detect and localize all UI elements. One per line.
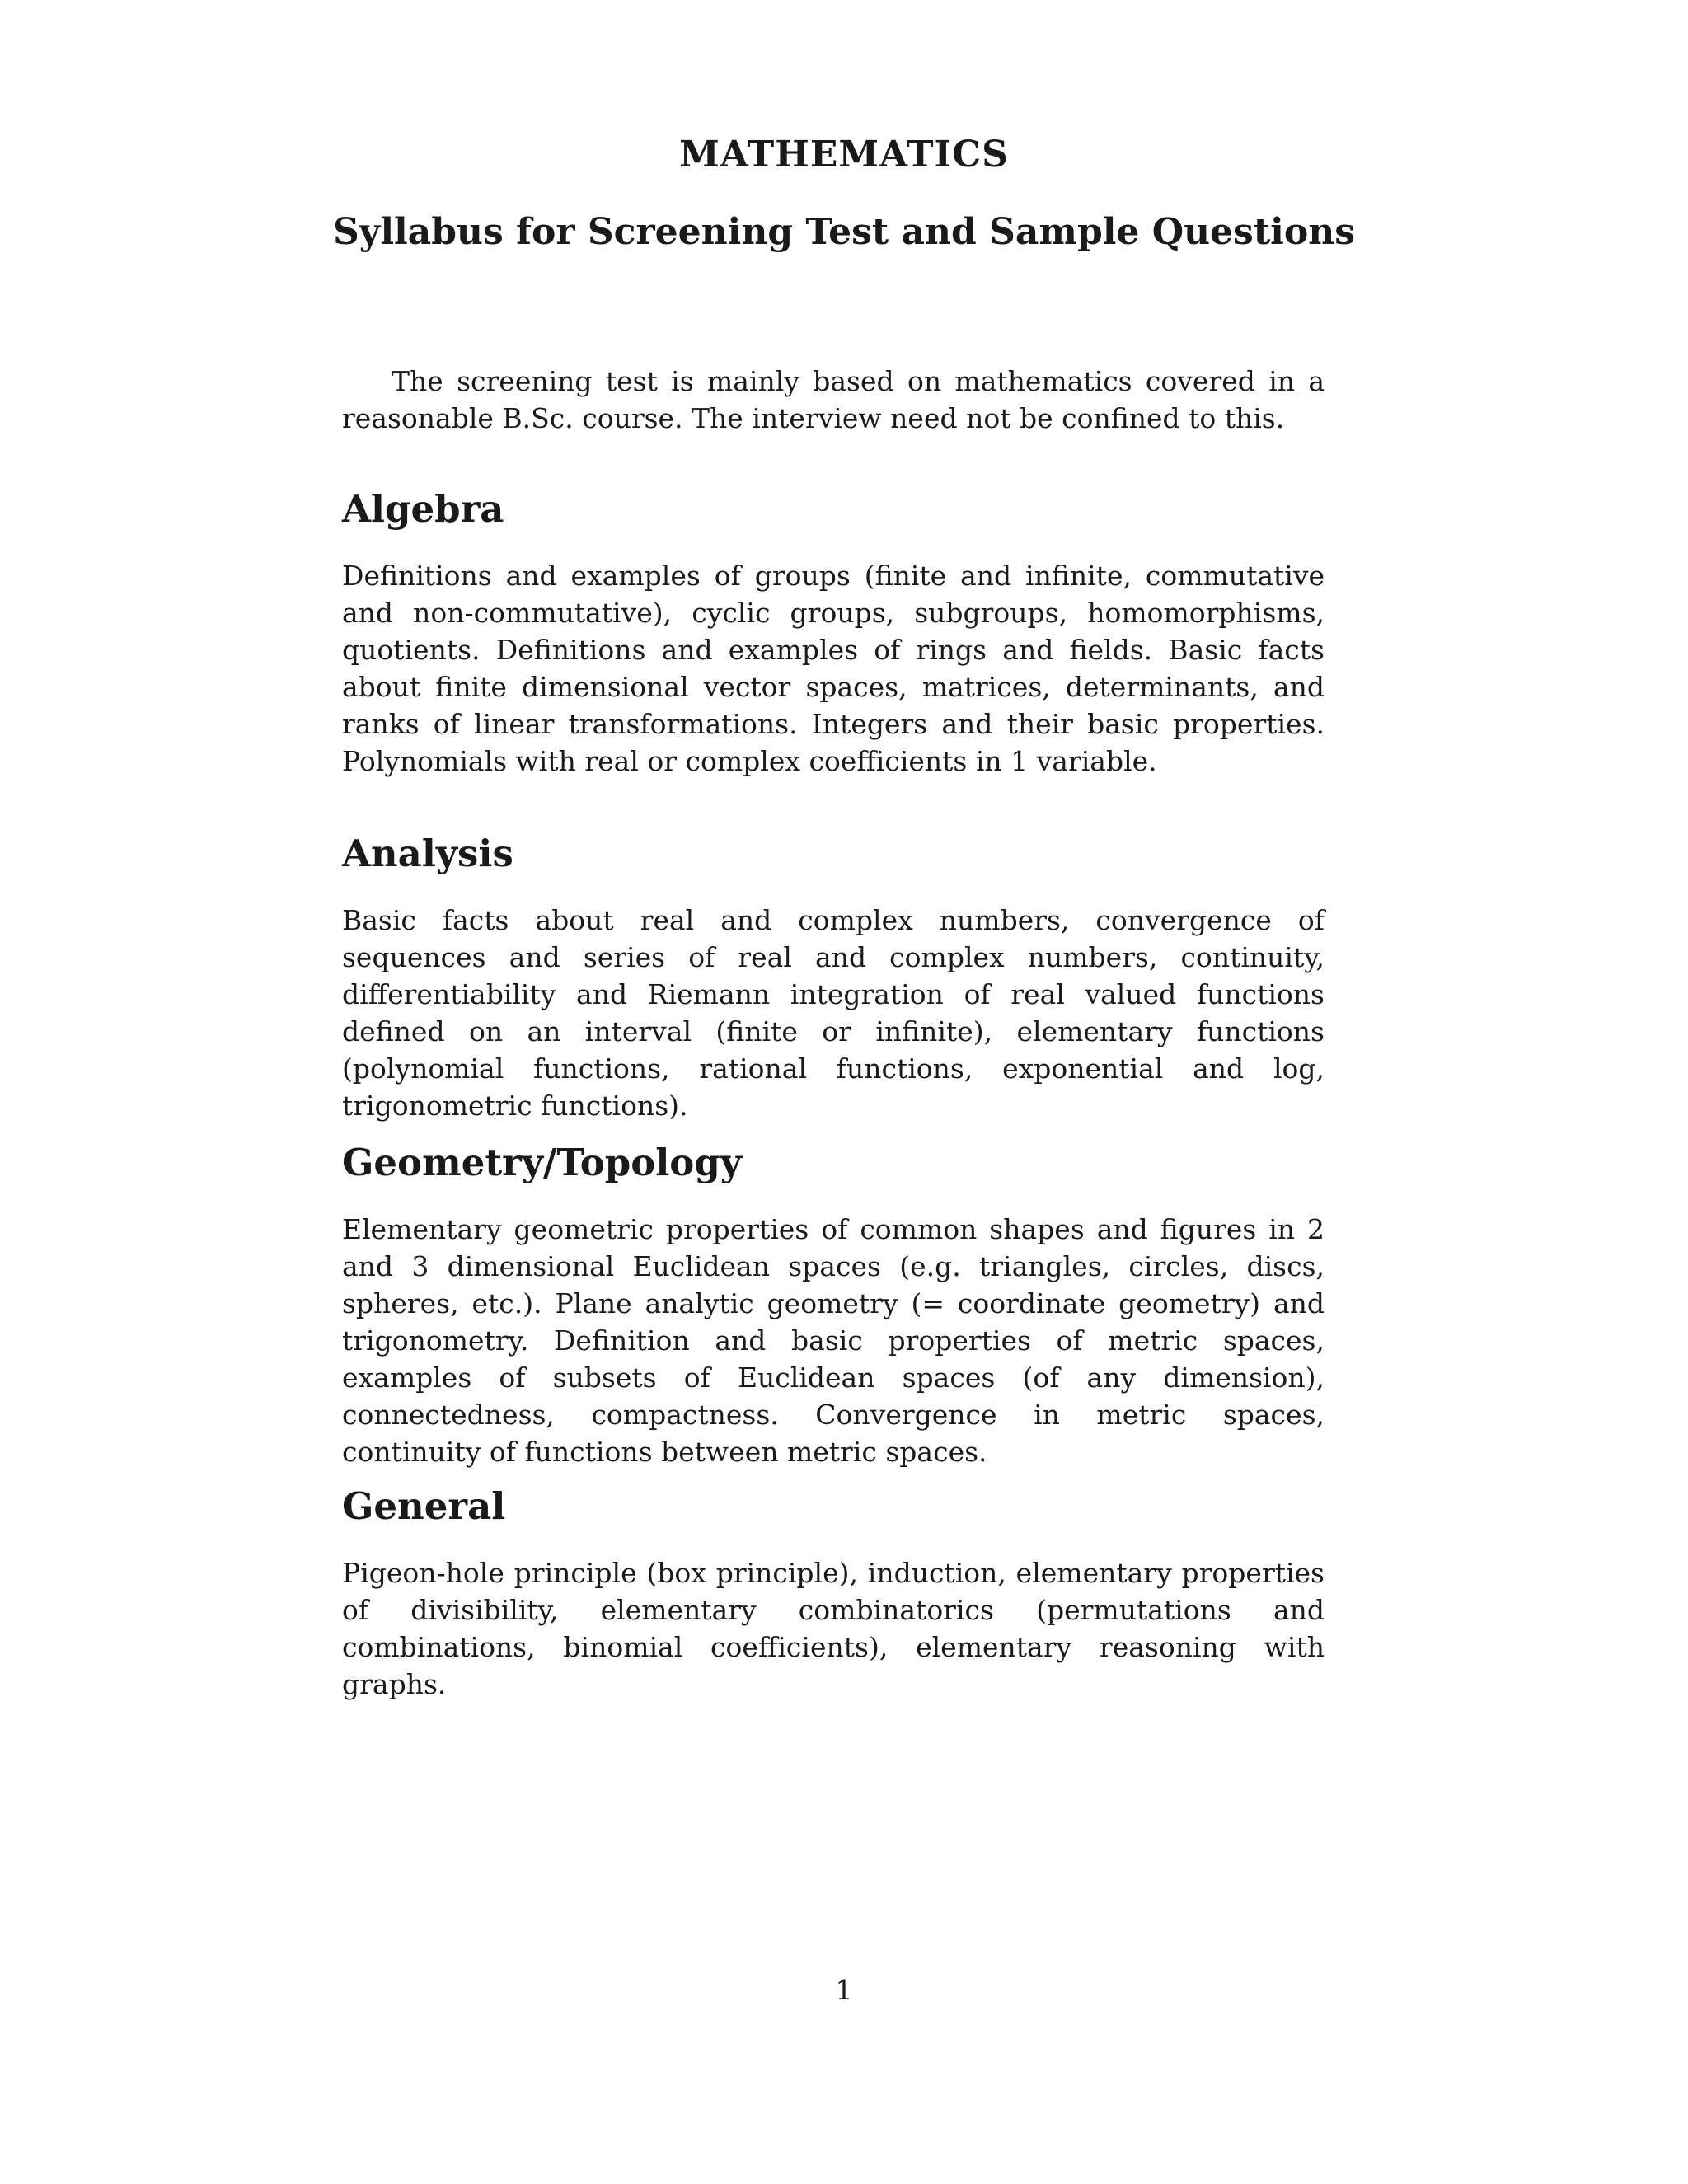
section-body-algebra: Definitions and examples of groups (finite and infinite, commutative and non-commutative), cyclic groups, subgroups, homomorphisms, quotients. Definitions and examples of rings and fields. Basic facts about finite dimensional vector spaces, matrices, determinants, and ranks of linear transformations. Integers and their basic properties. Polynomials with real or complex coefficients in 1 variable. bbox=[342, 560, 1325, 777]
section-geometry-topology bbox=[342, 1140, 1325, 1470]
section-analysis bbox=[342, 831, 1325, 1124]
section-algebra bbox=[342, 486, 1325, 780]
page-title: MATHEMATICS bbox=[679, 134, 1009, 176]
page-number: 1 bbox=[835, 1974, 853, 2006]
section-body-general: Pigeon-hole principle (box principle), induction, elementary properties of divisibility, elementary combinatorics (permutations and combinations, binomial coefficients), elementary reasoning with graphs. bbox=[342, 1557, 1325, 1700]
page-subtitle: Syllabus for Screening Test and Sample Questions bbox=[333, 211, 1355, 253]
section-body-geometry-topology: Elementary geometric properties of common shapes and figures in 2 and 3 dimensional Euclidean spaces (e.g. triangles, circles, discs, spheres, etc.). Plane analytic geometry (= coordinate geometry) and trigonometry. Definition and basic properties of metric spaces, examples of subsets of Euclidean spaces (of any dimension), connectedness, compactness. Convergence in metric spaces, continuity of functions between metric spaces. bbox=[342, 1213, 1325, 1468]
section-heading-analysis: Analysis bbox=[342, 832, 513, 875]
intro-paragraph: The screening test is mainly based on mathematics covered in a reasonable B.Sc. course. The interview need not be confined to this. bbox=[342, 365, 1325, 434]
section-general bbox=[342, 1483, 1325, 1703]
section-body-analysis: Basic facts about real and complex numbers, convergence of sequences and series of real and complex numbers, continuity, differentiability and Riemann integration of real valued functions defined on an interval (finite or infinite), elementary functions (polynomial functions, rational functions, exponential and log, trigonometric functions). bbox=[342, 904, 1325, 1122]
section-heading-algebra: Algebra bbox=[342, 487, 504, 531]
section-heading-general: General bbox=[342, 1484, 506, 1528]
section-heading-geometry-topology: Geometry/Topology bbox=[342, 1141, 742, 1184]
